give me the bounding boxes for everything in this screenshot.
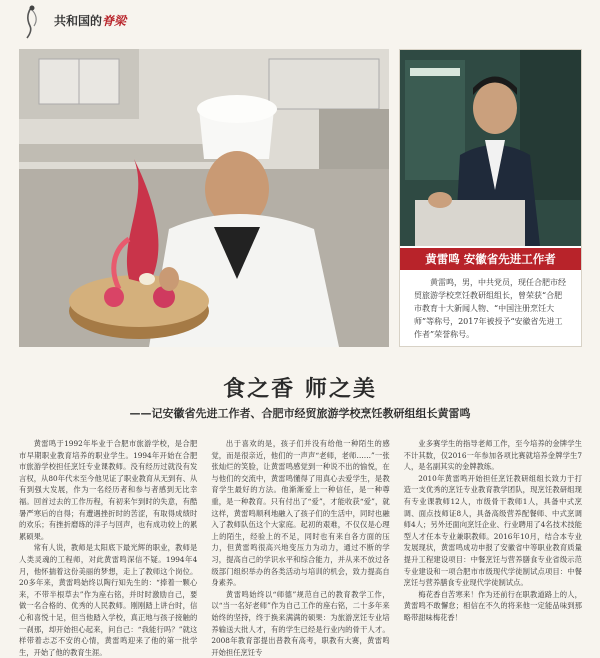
page-header xyxy=(0,0,600,44)
profile-name-banner: 黄雷鸣 安徽省先进工作者 xyxy=(400,248,581,270)
teacher-portrait-illustration xyxy=(400,50,581,246)
paragraph: 黄雷鸣于1992年毕业于合肥市旅游学校，是合肥市早期职业教育培养的职业学生。1994年开始在合肥市旅游学校担任烹饪专业课教师。没有经历过就没有发言权，从80年代末至今他见证了职业教育从无到有、从有到强大发展，作为一名经历者和参与者感到无比幸福。回首过去的工作历程，有初来乍到时的失意，有酷暑严寒后的自得；有遭遇挫折时的苦涩，有取得成绩时的欢乐；有挫折磨练的洋子与回声，也有成功较上的累累硕果。 xyxy=(19,439,198,541)
article-column-3 xyxy=(404,438,582,643)
paragraph: 黄雷鸣始终以“师德”规范自己的教育教学工作，以“当一名好老师”作为自己工作的座右铭，二十多年来始终的坚持，终于换来满满的硕果：为旅游烹饪专业培养输送大批人才，有的学生已经是行业内的骨干人才。2008年教育部提出普教有高考，职教有大赛，黄雷鸣开始担任烹饪专 xyxy=(211,589,390,657)
article-headline: 食之香 师之美 xyxy=(223,376,377,402)
article-body xyxy=(19,438,582,657)
section-title xyxy=(54,12,126,29)
paragraph: 梅花香自苦寒来！作为还前行在职教道路上的人，黄雷鸣不敢懈怠；相信在不久的将来他一定能品味到那略带甜味梅花香！ xyxy=(403,589,582,622)
chef-photo xyxy=(19,49,389,347)
article-column-2 xyxy=(211,438,390,657)
paragraph: 业多赛学生的指导老师工作，至今培养的金牌学生不计其数，仅2016一年参加各项比赛就培养金牌学生7人，是名副其实的金牌教练。 xyxy=(403,439,582,472)
article-subheadline: ——记安徽省先进工作者、合肥市经贸旅游学校烹饪教研组组长黄雷鸣 xyxy=(129,407,471,420)
paragraph: 常有人说，教师是太阳底下最光辉的职业，教师是人类灵魂的工程师，对此黄雷鸣深信不疑。1994年4月，他怀揣着这份美丽的梦想，走上了教师这个岗位。20多年来，黄雷鸣始终以陶行知先生的：“捧着一颗心来，不带半根草去”作为座右铭，并时时激励自己，要做一名合格的、优秀的人民教师。刚刚踏上讲台时，信心和喜悦十足，但当他踏入学校，真正地与孩子接触的一刹那，却开始担心起来，问自己：“我能行吗？”就这样带着忐忑不安的心情，黄雷鸣迎来了他的第一批学生，开始了他的教育生涯。 xyxy=(19,543,198,657)
side-profile-panel xyxy=(399,49,582,347)
chef-photo-illustration xyxy=(19,49,389,347)
paragraph: 2010年黄雷鸣开始担任烹饪教研组组长致力于打造一支优秀的烹饪专业教育教学团队，现烹饪教研组现有专业课教师12人，市级骨干教师1人，具备中式烹调、面点技师证8人，具备高级营养配餐师、中式烹调师4人；另外还面向烹饪企业、行业聘用了4名技术技能型人才任本专业兼职教师。2016年10月，结合本专业发展现状，黄雷鸣成功申报了安徽省中等职业教育质量提升工程建设项目：中餐烹饪与营养膳食专业省级示范专业建设和一项合肥市市级现代学徒制试点项目：中餐烹饪与营养膳食专业现代学徒制试点。 xyxy=(403,473,582,588)
article-column-1 xyxy=(19,438,198,657)
section-title-main: 共和国的 xyxy=(54,14,103,28)
paragraph: 出于喜欢的是，孩子们并没有给他一种陌生的感觉，而是很亲近，他们的一声声“老师，老师……”一张张灿烂的笑脸，让黄雷鸣感觉到一种说不出的愉悦，在与他们的交流中，黄雷鸣懂得了用真心去爱学生，是教育学生最好的方法。他渐渐爱上一种信任，是一种尊重，是一种教育。只有付出了“爱”，才能收获“爱”，就这样，黄雷鸣顺利地融入了孩子们的生活中，同时也融入了教师队伍这个大家庭。起初的艰难，不仅仅是心理上的陌生，经验上的不足，同时也有来自各方面的压力，但黄雷鸣很高兴地变压力为动力，通过不断的学习，提高自己的学识水平和综合能力，并从来不放过各级部门组织举办的各类活动与培训的机会，致力提高自身素养。 xyxy=(211,439,390,588)
teacher-portrait-photo xyxy=(400,50,581,246)
section-title-accent: 脊梁 xyxy=(102,14,127,28)
cultural-logo-icon xyxy=(18,4,46,40)
profile-description: 黄雷鸣，男，中共党员，现任合肥市经贸旅游学校烹饪教研组组长，曾荣获“合肥市教育十大新闻人物、“中国注册烹饪大师”等称号，2017年被授予“安徽省先进工作者”荣誉称号。 xyxy=(414,278,566,339)
